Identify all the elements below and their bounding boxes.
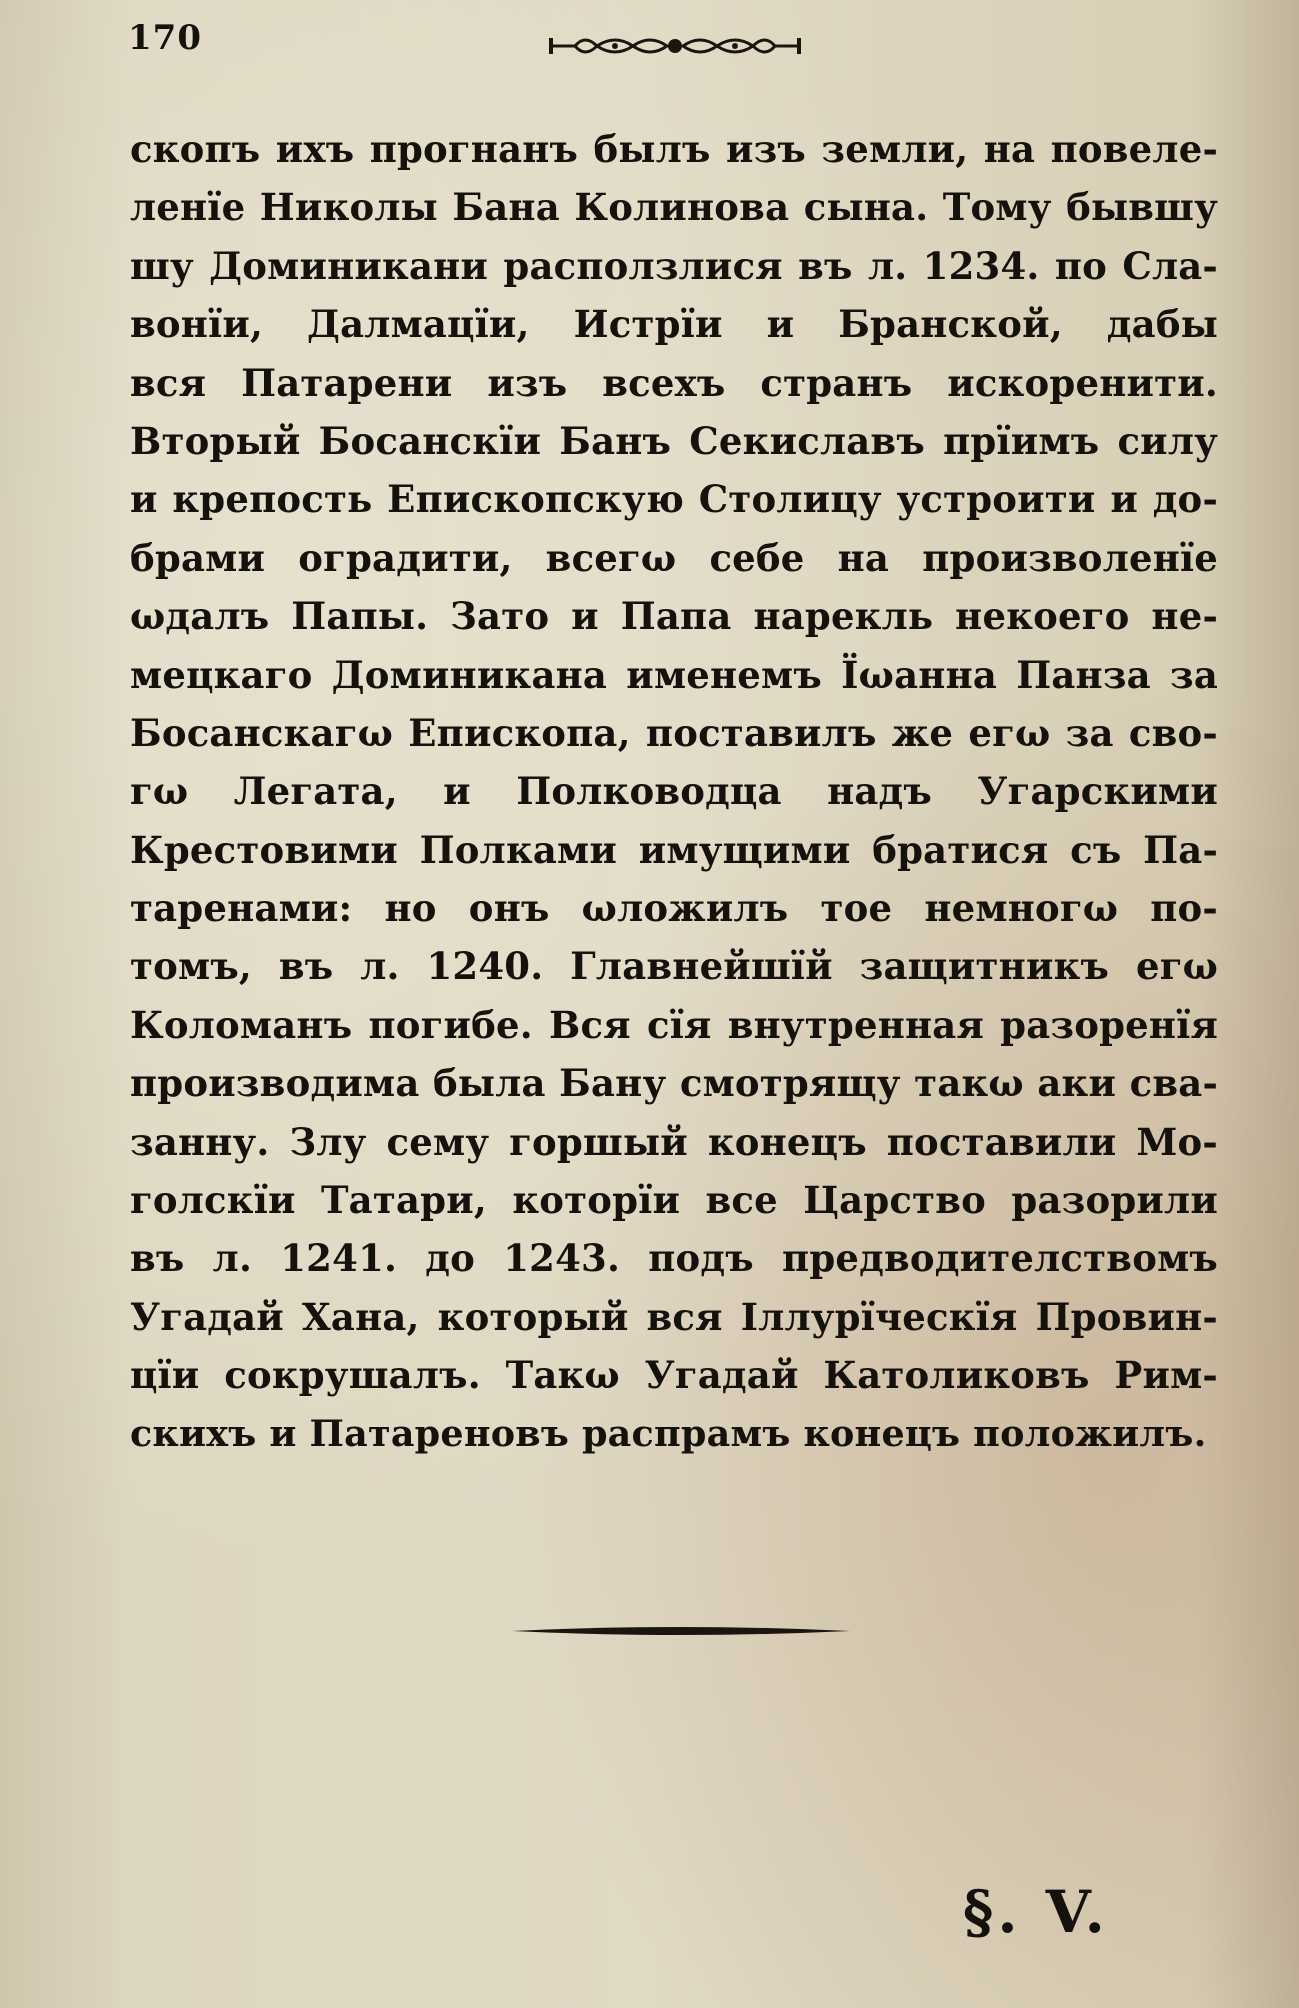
text-line: Вторый Босанскїи Банъ Секиславъ прїимъ силу [130,418,1218,463]
body-text [130,120,1218,1463]
text-line: скихъ и Патареновъ распрамъ конецъ положилъ. [130,1411,1207,1455]
text-line: брами оградити, всегω себе на произволенїе [130,535,1218,580]
text-line: гω Легата, и Полководца надъ Угарскими [130,769,1218,814]
text-line: въ л. 1241. до 1243. подъ предводителствомъ [130,1236,1218,1281]
text-line: голскїи Татари, которїи все Царство разорили [130,1178,1218,1223]
text-line: шу Доминикани расползлися въ л. 1234. по Сла- [130,243,1218,288]
text-line: Угадай Хана, который вся Іллурїческїя Провин- [130,1294,1218,1339]
end-rule-divider [512,1623,850,1639]
text-line: цїи сокрушалъ. Такω Угадай Католиковъ Рим- [130,1353,1218,1398]
text-line: Коломанъ погибе. Вся сїя внутренная разоренїя [130,1002,1218,1047]
text-line: вонїи, Далмацїи, Истрїи и Бранской, дабы [130,302,1218,347]
text-line: занну. Злу сему горшый конецъ поставили Мо- [130,1119,1218,1164]
text-line: скопъ ихъ прогнанъ былъ изъ земли, на повеле- [130,127,1218,171]
text-line: ленїе Николы Бана Колинова сына. Тому бывшу [130,185,1218,230]
text-line: мецкаго Доминикана именемъ Їωанна Панза за [130,652,1218,697]
text-line: производима была Бану смотрящу такω аки сва- [130,1061,1218,1106]
text-line: таренами: но онъ ωложилъ тое немногω по- [130,886,1218,931]
text-line: ωдалъ Папы. Зато и Папа нарекль некоего не- [130,594,1218,639]
text-line: Босанскагω Епископа, поставилъ же егω за сво- [130,710,1218,755]
text-line: Крестовими Полками имущими братися съ Па- [130,827,1218,872]
header-ornament-icon [545,28,805,64]
text-line: вся Патарени изъ всехъ странъ искоренити. [130,360,1218,405]
section-mark: §. V. [963,1878,1109,1946]
text-line: и крепость Епископскую Столицу устроити и до- [130,477,1218,522]
text-line: томъ, въ л. 1240. Главнейшїй защитникъ егω [130,944,1218,989]
page-number: 170 [128,18,202,58]
